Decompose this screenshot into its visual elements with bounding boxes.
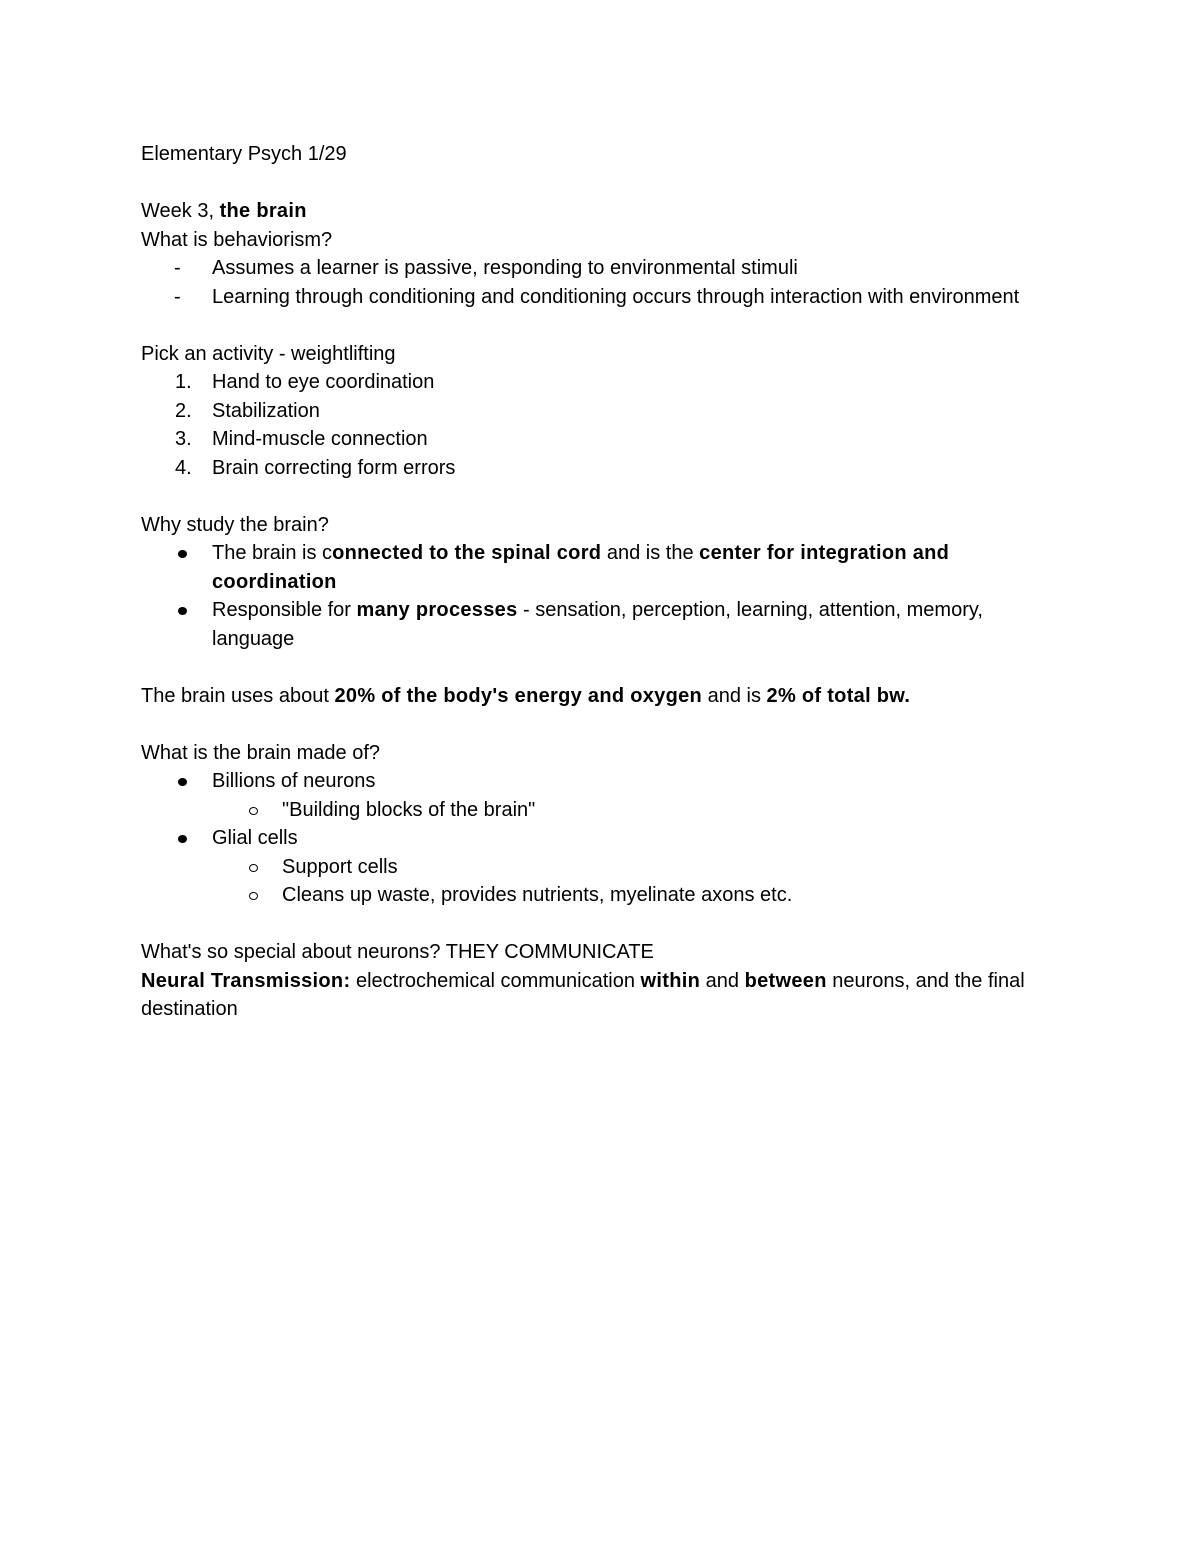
made-of-subitem <box>141 853 1061 882</box>
text-run: neurons, and the final destination <box>141 969 1025 1020</box>
week-topic: the brain <box>219 200 307 222</box>
hollow-bullet-icon <box>249 892 258 900</box>
bold-run: many processes <box>356 599 518 621</box>
behaviorism-item <box>141 283 1061 312</box>
activity-item-text: Brain correcting form errors <box>212 456 456 479</box>
text-run: Responsible for <box>212 599 357 621</box>
why-study-item <box>141 596 1061 653</box>
bullet-icon <box>178 550 187 558</box>
bold-run: 20% of the body's energy and oxygen <box>334 684 703 707</box>
list-number: 1. <box>175 371 192 393</box>
why-study-item <box>141 539 1061 596</box>
activity-item-text: Hand to eye coordination <box>212 371 435 393</box>
activity-item <box>141 397 1061 426</box>
activity-item <box>141 425 1061 454</box>
list-number: 3. <box>175 428 192 450</box>
bullet-icon <box>178 607 187 615</box>
list-number: 4. <box>175 456 192 479</box>
made-of-item <box>141 767 1061 796</box>
behaviorism-question: What is behaviorism? <box>141 228 333 251</box>
text-run: and <box>700 969 745 992</box>
bullet-icon <box>178 778 187 786</box>
activity-item <box>141 454 1061 483</box>
bold-run: onnected to the spinal cord <box>332 542 602 564</box>
dash-marker: - <box>174 257 181 279</box>
hollow-bullet-icon <box>249 807 258 815</box>
text-run: electrochemical communication <box>350 969 641 992</box>
text-run: and is the <box>601 542 700 564</box>
dash-marker: - <box>174 285 181 308</box>
bold-run: within <box>640 969 701 992</box>
made-of-item-text: Billions of neurons <box>212 770 376 792</box>
activity-item-text: Mind-muscle connection <box>212 428 428 450</box>
behaviorism-item-text: Assumes a learner is passive, responding to environmental stimuli <box>212 257 798 279</box>
activity-item-text: Stabilization <box>212 399 320 422</box>
bold-run: center for integration and coordination <box>212 542 950 593</box>
made-of-subitem <box>141 796 1061 825</box>
made-of-subitem-text: Cleans up waste, provides nutrients, myelinate axons etc. <box>282 884 793 906</box>
document-title: Elementary Psych 1/29 <box>141 143 347 165</box>
special-statement: What's so special about neurons? THEY COMMUNICATE <box>141 941 654 963</box>
text-run: and is <box>702 684 767 707</box>
made-of-item <box>141 824 1061 853</box>
made-of-heading: What is the brain made of? <box>141 741 381 764</box>
text-run: The brain is c <box>212 542 333 564</box>
made-of-subitem <box>141 881 1061 910</box>
neural-transmission-definition <box>141 967 1061 1024</box>
made-of-subitem-text: Support cells <box>282 855 398 878</box>
made-of-item-text: Glial cells <box>212 827 298 849</box>
week-line <box>141 197 1061 226</box>
bold-run: Neural Transmission: <box>141 969 351 992</box>
week-prefix: Week 3, <box>141 200 220 222</box>
why-study-heading: Why study the brain? <box>141 513 329 536</box>
behaviorism-item <box>141 254 1061 283</box>
activity-item <box>141 368 1061 397</box>
made-of-subitem-text: "Building blocks of the brain" <box>282 798 536 821</box>
text-run: - sensation, perception, learning, attention, memory, language <box>212 599 983 650</box>
bold-run: 2% of total bw. <box>766 684 911 707</box>
behaviorism-item-text: Learning through conditioning and conditioning occurs through interaction with environment <box>212 285 1020 308</box>
bullet-icon <box>178 835 187 843</box>
energy-statement <box>141 682 1061 711</box>
hollow-bullet-icon <box>249 864 258 872</box>
activity-heading: Pick an activity - weightlifting <box>141 342 396 365</box>
bold-run: between <box>744 969 827 992</box>
document-body <box>141 140 1061 1024</box>
text-run: The brain uses about <box>141 684 335 707</box>
list-number: 2. <box>175 399 192 422</box>
